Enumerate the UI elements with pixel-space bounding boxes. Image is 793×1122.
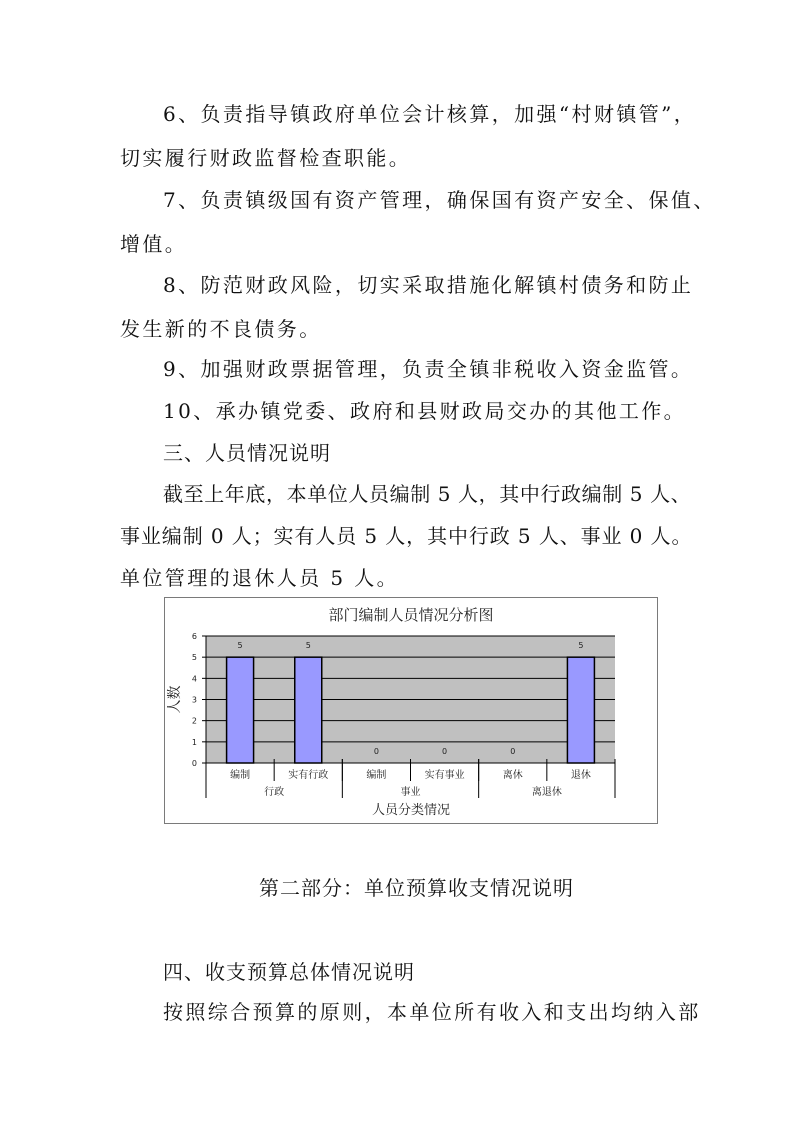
chart-x-axis-label: 人员分类情况 xyxy=(371,803,451,818)
bar xyxy=(227,657,254,763)
x-category-label: 退休 xyxy=(570,770,591,781)
x-category-label: 编制 xyxy=(366,770,387,781)
staffing-chart xyxy=(164,597,658,824)
part2-title: 第二部分：单位预算收支情况说明 xyxy=(259,876,574,900)
section4-heading: 四、收支预算总体情况说明 xyxy=(163,960,415,984)
y-tick-label: 0 xyxy=(191,759,197,768)
chart-canvas xyxy=(165,598,657,823)
item7-line1: 7、负责镇级国有资产管理，确保国有资产安全、保值、 xyxy=(163,188,716,212)
section4-line1: 按照综合预算的原则，本单位所有收入和支出均纳入部 xyxy=(163,1000,701,1024)
item8-line2: 发生新的不良债务。 xyxy=(120,317,322,341)
x-category-label: 编制 xyxy=(230,770,251,781)
data-label: 5 xyxy=(578,641,584,651)
x-group-label: 事业 xyxy=(400,787,421,798)
section3-line2: 事业编制 0 人；实有人员 5 人，其中行政 5 人、事业 0 人。 xyxy=(120,524,693,548)
item6-line2: 切实履行财政监督检查职能。 xyxy=(120,146,412,170)
section3-heading: 三、人员情况说明 xyxy=(163,441,331,465)
y-tick-label: 3 xyxy=(191,695,197,705)
x-group-label: 离退休 xyxy=(531,787,562,798)
chart-title: 部门编制人员情况分析图 xyxy=(328,606,494,624)
x-group-label: 行政 xyxy=(264,787,285,798)
x-category-label: 离休 xyxy=(502,770,523,781)
chart-y-axis-label: 人数 xyxy=(167,685,183,714)
item10: 10、承办镇党委、政府和县财政局交办的其他工作。 xyxy=(163,399,687,423)
section3-line3: 单位管理的退休人员 5 人。 xyxy=(120,566,400,590)
x-category-label: 实有事业 xyxy=(424,770,465,781)
data-label: 0 xyxy=(373,747,379,756)
y-tick-label: 4 xyxy=(191,674,197,684)
x-category-label: 实有行政 xyxy=(288,770,329,781)
item7-line2: 增值。 xyxy=(120,232,188,256)
data-label: 0 xyxy=(442,747,448,756)
item6-line1: 6、负责指导镇政府单位会计核算，加强“村财镇管”， xyxy=(163,102,697,126)
item8-line1: 8、防范财政风险，切实采取措施化解镇村债务和防止 xyxy=(163,273,694,297)
data-label: 5 xyxy=(305,641,311,651)
item9: 9、加强财政票据管理，负责全镇非税收入资金监管。 xyxy=(163,357,694,381)
bar xyxy=(567,657,594,763)
y-tick-label: 5 xyxy=(191,653,197,663)
section3-line1: 截至上年底，本单位人员编制 5 人，其中行政编制 5 人、 xyxy=(163,482,692,506)
y-tick-label: 1 xyxy=(191,737,197,747)
data-label: 5 xyxy=(237,641,243,651)
data-label: 0 xyxy=(510,747,516,756)
bar xyxy=(295,657,322,763)
y-tick-label: 2 xyxy=(191,716,197,726)
y-tick-label: 6 xyxy=(191,632,197,641)
